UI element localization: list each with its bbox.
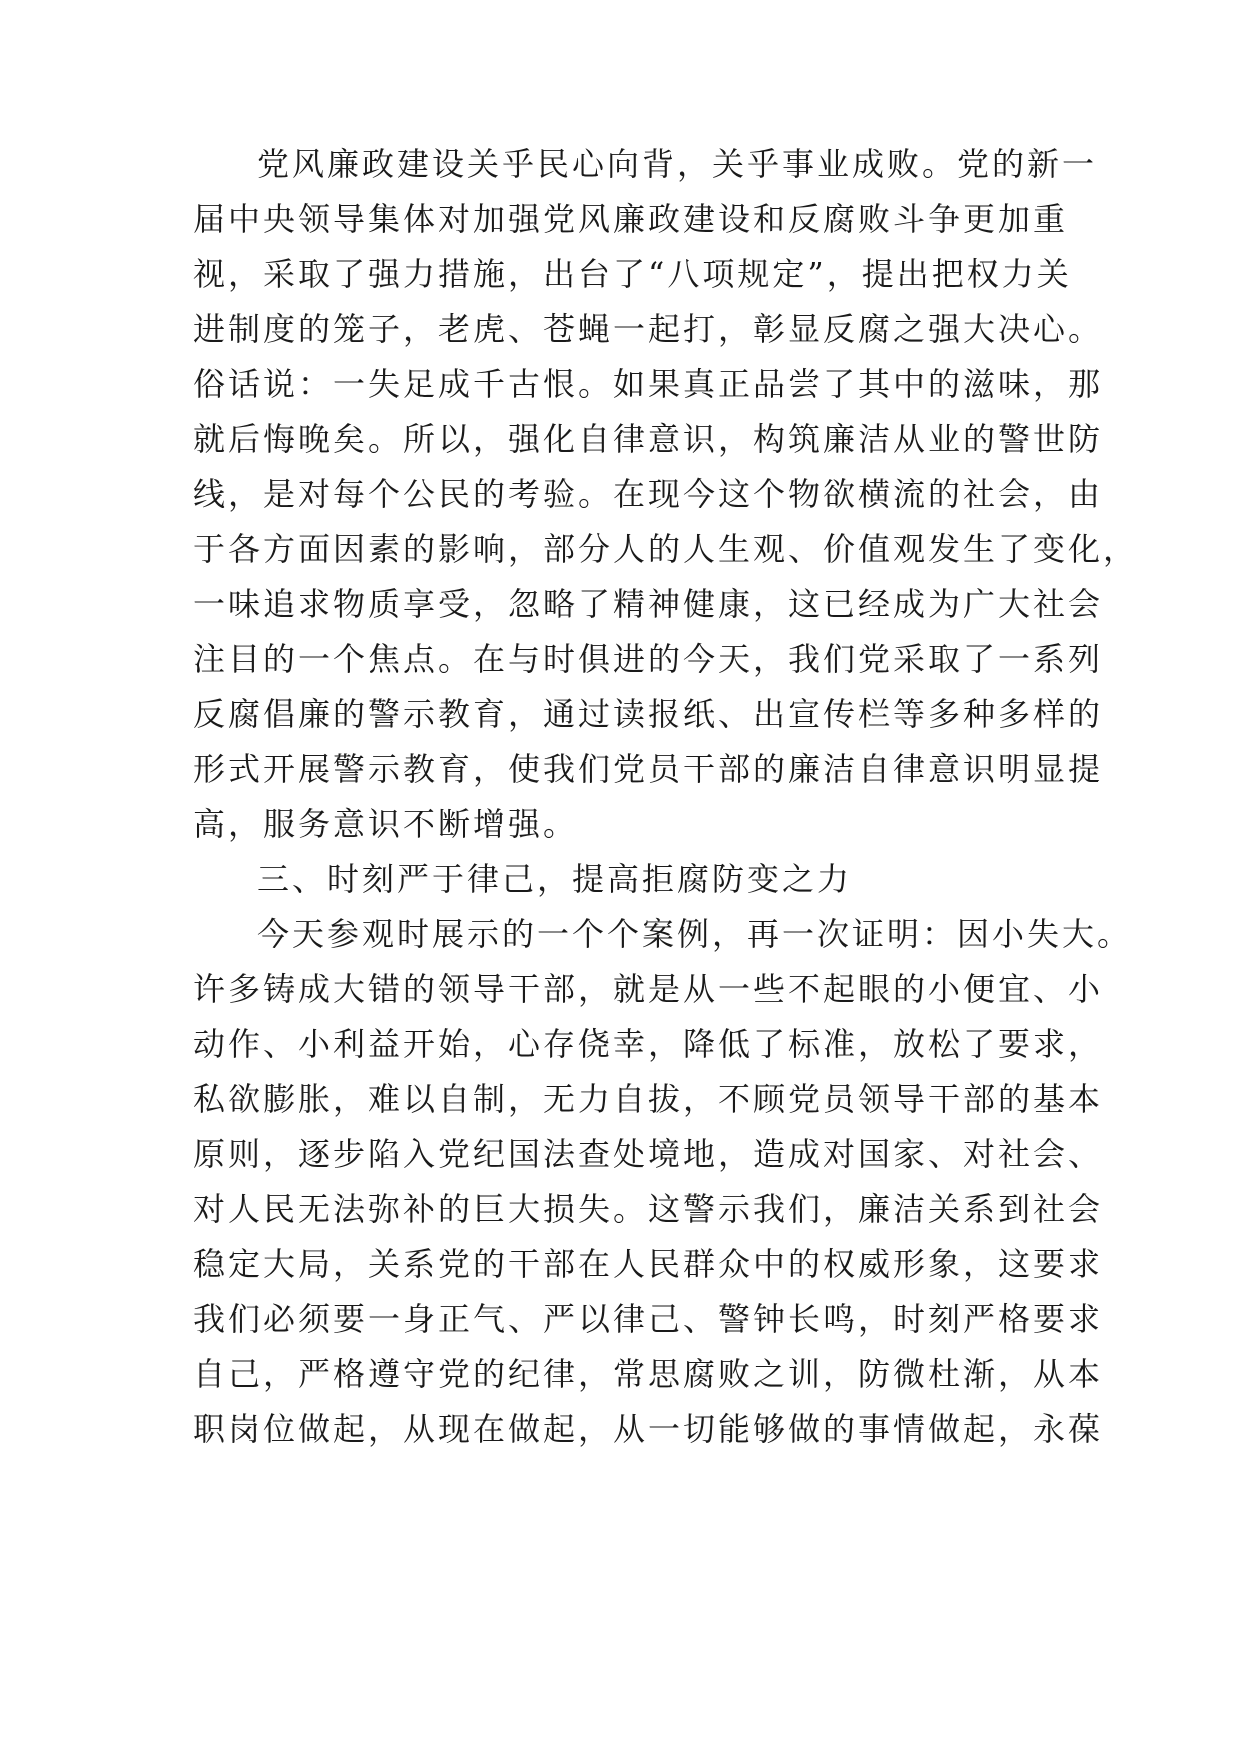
paragraph-line: 今天参观时展示的一个个案例，再一次证明：因小失大。 [257,915,1133,953]
paragraph-line: 稳定大局，关系党的干部在人民群众中的权威形象，这要求 [193,1245,1104,1283]
paragraph-line: 我们必须要一身正气、严以律己、警钟长鸣，时刻严格要求 [193,1300,1104,1338]
paragraph-line: 俗话说：一失足成千古恨。如果真正品尝了其中的滋味，那 [193,365,1104,403]
paragraph-line: 注目的一个焦点。在与时俱进的今天，我们党采取了一系列 [193,640,1104,678]
paragraph-line: 形式开展警示教育，使我们党员干部的廉洁自律意识明显提 [193,750,1104,788]
paragraph-line: 私欲膨胀，难以自制，无力自拔，不顾党员领导干部的基本 [193,1080,1104,1118]
paragraph-line: 职岗位做起，从现在做起，从一切能够做的事情做起，永葆 [193,1410,1104,1448]
paragraph-line: 自己，严格遵守党的纪律，常思腐败之训，防微杜渐，从本 [193,1355,1104,1393]
paragraph-line: 动作、小利益开始，心存侥幸，降低了标准，放松了要求， [193,1025,1104,1063]
paragraph-line: 反腐倡廉的警示教育，通过读报纸、出宣传栏等多种多样的 [193,695,1104,733]
paragraph-line: 对人民无法弥补的巨大损失。这警示我们，廉洁关系到社会 [193,1190,1104,1228]
paragraph-line: 视，采取了强力措施，出台了“八项规定”，提出把权力关 [193,255,1072,293]
paragraph-line: 原则，逐步陷入党纪国法查处境地，造成对国家、对社会、 [193,1135,1104,1173]
paragraph-line: 就后悔晚矣。所以，强化自律意识，构筑廉洁从业的警世防 [193,420,1104,458]
paragraph-line: 党风廉政建设关乎民心向背，关乎事业成败。党的新一 [257,145,1098,183]
paragraph-line: 于各方面因素的影响，部分人的人生观、价值观发生了变化， [193,530,1139,568]
paragraph-line: 进制度的笼子，老虎、苍蝇一起打，彰显反腐之强大决心。 [193,310,1104,348]
paragraph-line: 许多铸成大错的领导干部，就是从一些不起眼的小便宜、小 [193,970,1104,1008]
paragraph-line: 一味追求物质享受，忽略了精神健康，这已经成为广大社会 [193,585,1104,623]
paragraph-line: 届中央领导集体对加强党风廉政建设和反腐败斗争更加重 [193,200,1069,238]
paragraph-line: 线，是对每个公民的考验。在现今这个物欲横流的社会，由 [193,475,1104,513]
section-heading: 三、时刻严于律己，提高拒腐防变之力 [257,860,853,898]
paragraph-line: 高，服务意识不断增强。 [193,805,579,843]
